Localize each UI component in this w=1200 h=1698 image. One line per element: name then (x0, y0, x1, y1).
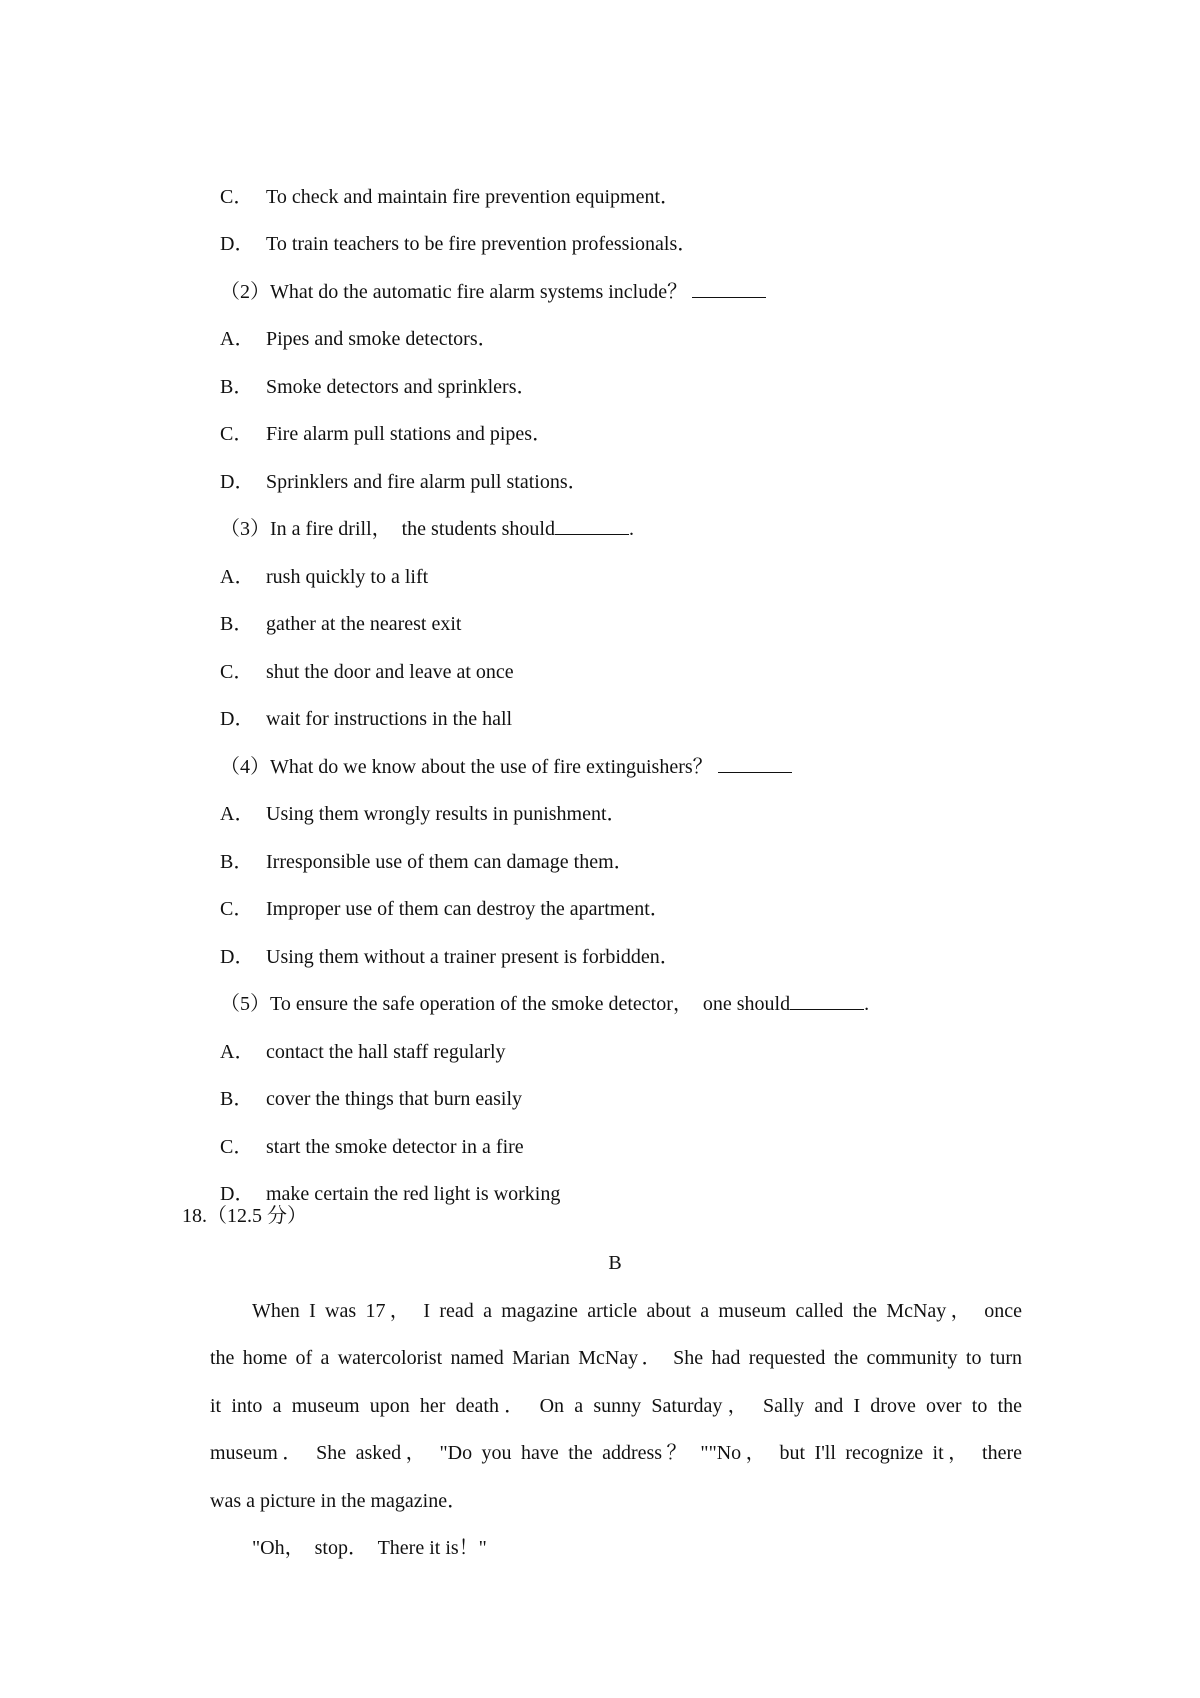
option-text: make certain the red light is working (266, 1183, 561, 1205)
option-text: start the smoke detector in a fire (266, 1136, 524, 1158)
option-text: wait for instructions in the hall (266, 708, 513, 730)
question-18-label: 18.（12.5 分） (182, 1205, 307, 1227)
option-a-q5 (210, 1013, 506, 1063)
option-text: Fire alarm pull stations and pipes． (266, 423, 553, 445)
option-letter: C． (220, 898, 254, 920)
option-letter: C． (220, 661, 254, 683)
option-letter: D． (220, 946, 255, 968)
option-text: Pipes and smoke detectors． (266, 328, 498, 350)
answer-blank (790, 991, 864, 1010)
question-text: （3）In a fire drill， the students should (220, 518, 555, 540)
passage-line-2: the home of a watercolorist named Marian McNay． She had requested the community to turn (210, 1347, 1022, 1369)
section-heading: B (608, 1252, 622, 1274)
passage-line-3: it into a museum upon her death． On a sunny Saturday， Sally and I drove over to the (210, 1395, 1022, 1417)
option-letter: D． (220, 233, 255, 255)
option-text: Sprinklers and fire alarm pull stations． (266, 471, 588, 493)
question-4-stem (210, 728, 792, 778)
answer-blank (692, 279, 766, 298)
option-text: Smoke detectors and sprinklers． (266, 376, 537, 398)
passage-line-1: When I was 17， I read a magazine article about a museum called the McNay， once (252, 1300, 1022, 1322)
answer-blank (718, 754, 792, 773)
option-letter: C． (220, 186, 254, 208)
option-text: Using them without a trainer present is forbidden． (266, 946, 680, 968)
option-text: Using them wrongly results in punishment． (266, 803, 627, 825)
option-b-q2 (210, 348, 537, 398)
option-text: rush quickly to a lift (266, 566, 429, 588)
option-c-q3 (210, 633, 514, 683)
question-5-stem (210, 965, 870, 1015)
option-text: Irresponsible use of them can damage them． (266, 851, 634, 873)
passage-line-4: museum． She asked， "Do you have the address？ ""No， but I'll recognize it， there (210, 1442, 1022, 1464)
option-c-q2 (210, 395, 553, 445)
question-text: （2）What do the automatic fire alarm systems include？ (220, 281, 688, 303)
option-letter: D． (220, 1183, 255, 1205)
option-letter: A． (220, 1041, 255, 1063)
question-text-end: . (628, 518, 634, 540)
option-d-q3 (210, 680, 513, 730)
option-b-q5 (210, 1060, 523, 1110)
question-3-stem (210, 490, 634, 540)
option-letter: B． (220, 1088, 254, 1110)
question-text: （5）To ensure the safe operation of the smoke detector， one should (220, 993, 791, 1015)
option-d-q2 (210, 443, 588, 493)
option-letter: B． (220, 376, 254, 398)
option-text: To check and maintain fire prevention equipment． (266, 186, 681, 208)
option-a-q4 (210, 775, 627, 825)
option-d-q4 (210, 918, 680, 968)
option-letter: D． (220, 471, 255, 493)
option-b-q4 (210, 823, 634, 873)
option-letter: C． (220, 1136, 254, 1158)
question-text-end: . (864, 993, 870, 1015)
option-c-q4 (210, 870, 670, 920)
option-letter: A． (220, 803, 255, 825)
option-d-q5 (210, 1155, 561, 1205)
answer-blank (555, 516, 629, 535)
option-a-q3 (210, 538, 429, 588)
passage-dialogue: "Oh， stop． There it is！" (252, 1537, 487, 1559)
question-2-stem (210, 253, 766, 303)
option-letter: B． (220, 613, 254, 635)
option-a-q2 (210, 300, 498, 350)
option-text: contact the hall staff regularly (266, 1041, 506, 1063)
option-letter: D． (220, 708, 255, 730)
option-c-q5 (210, 1108, 524, 1158)
option-text: cover the things that burn easily (266, 1088, 523, 1110)
option-text: To train teachers to be fire prevention professionals． (266, 233, 698, 255)
option-text: Improper use of them can destroy the apartment． (266, 898, 670, 920)
option-d-q1 (210, 205, 698, 255)
option-letter: A． (220, 328, 255, 350)
option-letter: B． (220, 851, 254, 873)
passage-line-5: was a picture in the magazine． (210, 1490, 468, 1512)
option-text: gather at the nearest exit (266, 613, 462, 635)
option-b-q3 (210, 585, 462, 635)
option-letter: A． (220, 566, 255, 588)
question-text: （4）What do we know about the use of fire extinguishers？ (220, 756, 713, 778)
option-c-q1 (210, 158, 681, 208)
option-text: shut the door and leave at once (266, 661, 514, 683)
option-letter: C． (220, 423, 254, 445)
